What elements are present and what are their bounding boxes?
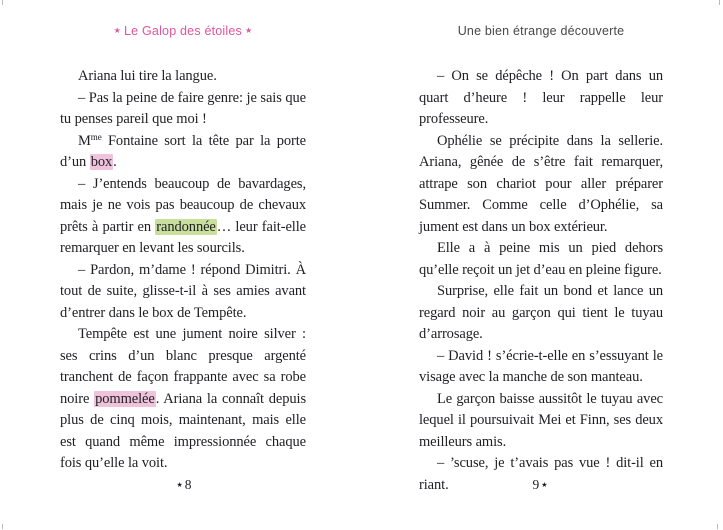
text-run: – Pardon, m’dame ! répond Dimitri. À tout de suite, glisse-t-il à ses amies avant d’entrer dans le box de Tempête. (60, 261, 306, 321)
highlighted-word-green[interactable]: randonnée (156, 218, 216, 235)
folio-left (60, 477, 306, 493)
paragraph (60, 131, 306, 174)
page-left (60, 0, 306, 530)
page-number-left: 8 (184, 477, 192, 492)
text-run: Ariana lui tire la langue. (78, 68, 217, 84)
page-body-left (60, 66, 306, 475)
paragraph (419, 346, 663, 389)
crop-mark (717, 524, 718, 529)
superscript-text: me (90, 131, 102, 142)
crop-mark (2, 524, 3, 529)
paragraph (419, 131, 663, 239)
text-run: Elle a à peine mis un pied dehors qu’elle reçoit un jet d’eau en pleine figure. (419, 240, 663, 278)
text-run: Le garçon baisse aussitôt le tuyau avec lequel il poursuivait Mei et Finn, ses deux meilleurs amis. (419, 390, 663, 450)
text-run: M (78, 132, 91, 149)
chapter-title: Une bien étrange découverte (457, 24, 625, 38)
paragraph (60, 174, 306, 260)
text-run: – On se dépêche ! On part dans un quart d’heure ! leur rappelle leur professeure. (419, 68, 663, 127)
highlighted-word-pink[interactable]: pommelée (95, 390, 155, 407)
text-run: . Ariana la connaît depuis plus de cinq mois, maintenant, mais elle est quand même impressionnée chaque fois qu’elle la voit. (60, 390, 306, 471)
crop-mark (2, 0, 3, 5)
text-run: Tempête est une jument noire silver : ses crins d’un blanc presque argenté tranchent de façon frappante avec sa robe noire (60, 326, 306, 407)
paragraph (60, 324, 306, 475)
star-icon: ★ (176, 481, 183, 489)
page-body-right (419, 66, 663, 496)
text-run: … leur fait-elle remarquer en levant les sourcils. (60, 218, 306, 256)
page-right (419, 0, 663, 530)
star-icon: ★ (113, 26, 122, 35)
crop-mark (719, 0, 720, 5)
paragraph (419, 66, 663, 131)
book-title: Le Galop des étoiles (124, 24, 242, 38)
text-run: . (113, 154, 117, 170)
text-run: Surprise, elle fait un bond et lance un regard noir au garçon qui tient le tuyau d’arrosage. (419, 283, 663, 342)
text-run: – J’entends beaucoup de bavardages, mais je ne vois pas beaucoup de chevaux prêts à partir en (60, 175, 306, 235)
running-head-chapter-title (419, 24, 663, 38)
folio-right (419, 477, 663, 493)
star-icon: ★ (244, 26, 253, 35)
text-run: – Pas la peine de faire genre: je sais que tu penses pareil que moi ! (60, 89, 306, 127)
highlighted-word-pink[interactable]: box (90, 154, 113, 170)
paragraph (60, 88, 306, 131)
page-number-right: 9 (532, 477, 540, 492)
text-run: Ophélie se précipite dans la sellerie. Ariana, gênée de s’être fait remarquer, attrape son chariot pour aller préparer Summer. Comme celle d’Ophélie, sa jument est dans un box extérieur. (419, 132, 663, 235)
running-head-book-title (60, 24, 306, 38)
star-icon: ★ (541, 481, 548, 489)
text-run: – ’scuse, je t’avais pas vue ! dit-il en riant. (419, 455, 663, 493)
paragraph (419, 281, 663, 346)
paragraph (60, 260, 306, 325)
text-run: Fontaine sort la tête par la porte d’un (60, 132, 306, 170)
text-run: – David ! s’écrie-t-elle en s’essuyant le visage avec la manche de son manteau. (419, 347, 663, 385)
paragraph (60, 66, 306, 88)
paragraph (419, 238, 663, 281)
paragraph (419, 389, 663, 454)
